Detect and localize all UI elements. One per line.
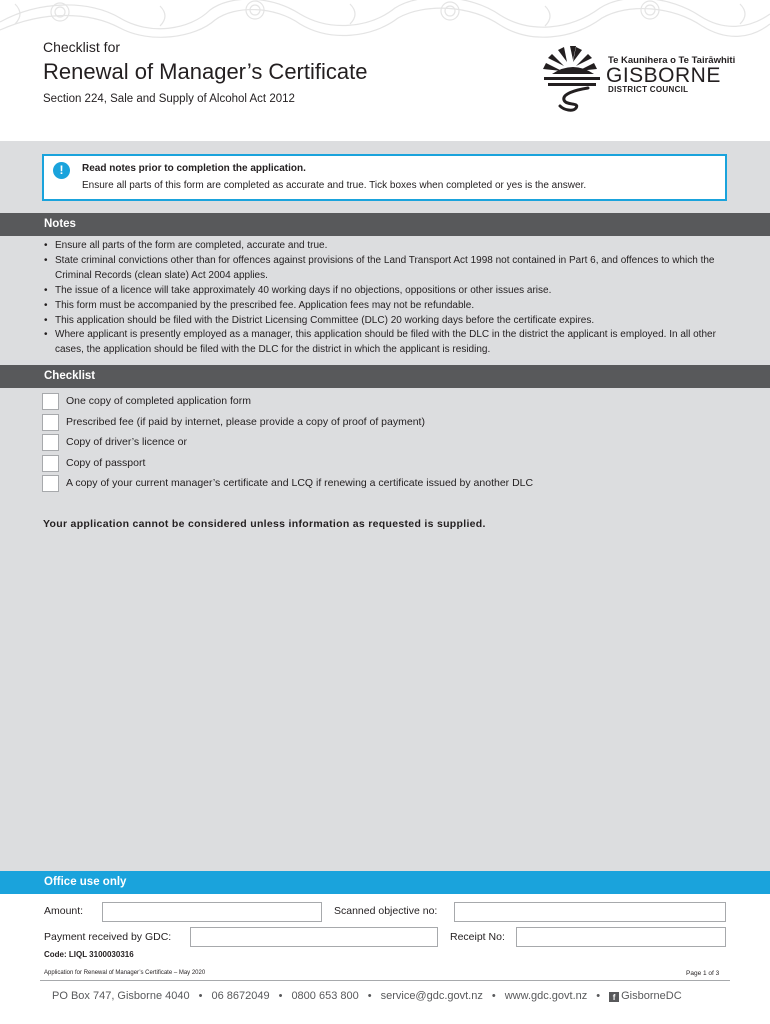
- checkbox[interactable]: [42, 414, 59, 431]
- checkbox[interactable]: [42, 434, 59, 451]
- footer-document-name: Application for Renewal of Manager’s Certificate – May 2020: [44, 970, 206, 976]
- note-item: • This form must be accompanied by the prescribed fee. Application fees may not be refundable.: [44, 299, 724, 314]
- phone-number: 06 8672049: [211, 990, 270, 1002]
- checkbox[interactable]: [42, 455, 59, 472]
- po-box: PO Box 747, Gisborne 4040: [52, 990, 190, 1002]
- note-item: • State criminal convictions other than for offences against provisions of the Land Transport Act 1998 not contained in Part 6, and offences to which the Criminal Records (clean slate) Act 2004 applies.: [44, 254, 724, 284]
- alert-text: Ensure all parts of this form are completed as accurate and true. Tick boxes when completed or yes is the answer.: [82, 180, 587, 191]
- notes-list: [44, 239, 724, 358]
- checkbox[interactable]: [42, 475, 59, 492]
- amount-label: Amount:: [44, 905, 84, 917]
- checklist-heading: Checklist: [0, 365, 770, 388]
- page-title: Renewal of Manager’s Certificate: [43, 59, 368, 84]
- payment-received-label: Payment received by GDC:: [44, 931, 172, 943]
- freephone-number: 0800 653 800: [291, 990, 359, 1002]
- logo-name: GISBORNE: [606, 64, 721, 87]
- checklist-item-label: A copy of your current manager’s certificate and LCQ if renewing a certificate issued by another DLC: [66, 477, 534, 489]
- amount-field[interactable]: [102, 902, 322, 922]
- page-subtitle: Section 224, Sale and Supply of Alcohol Act 2012: [43, 93, 295, 105]
- logo-sun-icon: [540, 40, 606, 112]
- facebook-icon: f: [609, 992, 619, 1002]
- email-link[interactable]: service@gdc.govt.nz: [380, 990, 483, 1002]
- alert-title: Read notes prior to completion the application.: [82, 163, 306, 174]
- note-item: • Where applicant is presently employed as a manager, this application should be filed with the DLC in the district the applicant is employed. In all other cases, the application should be filed with the DLC for the district in which the applicant is residing.: [44, 328, 724, 358]
- scanned-objective-label: Scanned objective no:: [334, 905, 438, 917]
- form-body: [0, 141, 770, 871]
- checklist-item-label: Copy of driver’s licence or: [66, 436, 187, 448]
- checklist-item-label: One copy of completed application form: [66, 395, 252, 407]
- note-item: • This application should be filed with the District Licensing Committee (DLC) 20 working days before the certificate expires.: [44, 314, 724, 329]
- warning-text: Your application cannot be considered unless information as requested is supplied.: [43, 518, 486, 530]
- scanned-objective-field[interactable]: [454, 902, 726, 922]
- checkbox[interactable]: [42, 393, 59, 410]
- separator: •: [491, 990, 496, 1002]
- pre-title: Checklist for: [43, 39, 121, 55]
- payment-received-field[interactable]: [190, 927, 438, 947]
- note-item: • The issue of a licence will take approximately 40 working days if no objections, oppositions or other issues arise.: [44, 284, 724, 299]
- separator: •: [278, 990, 283, 1002]
- note-item: • Ensure all parts of the form are completed, accurate and true.: [44, 239, 724, 254]
- checklist-item-label: Copy of passport: [66, 457, 146, 469]
- page-number: Page 1 of 3: [686, 970, 720, 977]
- alert-icon: !: [53, 162, 70, 179]
- separator: •: [596, 990, 601, 1002]
- page-header: [0, 0, 770, 141]
- receipt-no-label: Receipt No:: [450, 931, 505, 943]
- office-use-section: [0, 894, 770, 1024]
- office-use-heading: Office use only: [0, 871, 770, 894]
- separator: •: [367, 990, 372, 1002]
- checklist-item-label: Prescribed fee (if paid by internet, please provide a copy of proof of payment): [66, 416, 425, 428]
- form-code: Code: LIQL 3100030316: [44, 950, 134, 959]
- footer-divider: [40, 980, 730, 981]
- alert-box: [42, 154, 727, 201]
- separator: •: [198, 990, 203, 1002]
- logo-council: DISTRICT COUNCIL: [608, 85, 689, 94]
- notes-heading: Notes: [0, 213, 770, 236]
- receipt-no-field[interactable]: [516, 927, 726, 947]
- contact-line: [52, 990, 682, 1002]
- council-logo: [540, 40, 740, 112]
- facebook-handle[interactable]: GisborneDC: [621, 990, 682, 1002]
- website-link[interactable]: www.gdc.govt.nz: [504, 990, 588, 1002]
- logo-maori-name: Te Kaunihera o Te Tairāwhiti: [608, 55, 736, 66]
